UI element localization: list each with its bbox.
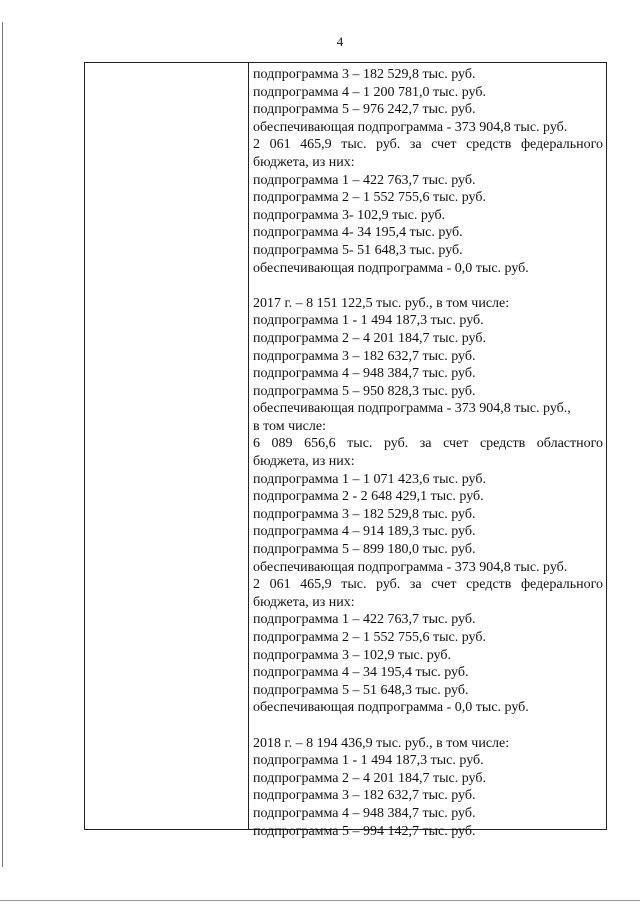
text-line: подпрограмма 3 – 182 632,7 тыс. руб.	[253, 788, 476, 804]
text-line: подпрограмма 4 – 948 384,7 тыс. руб.	[253, 366, 476, 382]
text-line: подпрограмма 5- 51 648,3 тыс. руб.	[253, 242, 463, 258]
text-line: бюджета, из них:	[253, 594, 355, 610]
text-line: 2 061 465,9 тыс. руб. за счет средств федерального	[253, 577, 603, 593]
text-line: подпрограмма 4 – 1 200 781,0 тыс. руб.	[253, 84, 486, 100]
text-line: обеспечивающая подпрограмма - 373 904,8 тыс. руб.	[253, 559, 568, 575]
text-line: подпрограмма 3 – 182 529,8 тыс. руб.	[253, 67, 476, 82]
text-line: подпрограмма 4- 34 195,4 тыс. руб.	[253, 225, 463, 241]
text-line: подпрограмма 5 – 994 142,7 тыс. руб.	[253, 823, 476, 839]
text-line: подпрограмма 3 – 182 529,8 тыс. руб.	[253, 506, 476, 522]
text-line: бюджета, из них:	[253, 154, 355, 170]
funding-table	[84, 62, 607, 839]
text-line: 2018 г. – 8 194 436,9 тыс. руб., в том числе:	[253, 735, 510, 751]
text-line: подпрограмма 3 – 182 632,7 тыс. руб.	[253, 348, 476, 364]
text-line: подпрограмма 5 – 51 648,3 тыс. руб.	[253, 682, 469, 698]
text-line: обеспечивающая подпрограмма - 0,0 тыс. руб.	[253, 700, 529, 716]
text-line: подпрограмма 1 – 422 763,7 тыс. руб.	[253, 612, 476, 628]
scan-edge-line	[2, 22, 3, 867]
text-line: обеспечивающая подпрограмма - 0,0 тыс. руб.	[253, 260, 529, 276]
text-line: подпрограмма 1 - 1 494 187,3 тыс. руб.	[253, 313, 484, 329]
text-line: в том числе:	[253, 418, 326, 434]
text-line: 2017 г. – 8 151 122,5 тыс. руб., в том числе:	[253, 295, 510, 311]
text-line: подпрограмма 5 – 976 242,7 тыс. руб.	[253, 102, 476, 118]
text-line: подпрограмма 4 – 914 189,3 тыс. руб.	[253, 524, 476, 540]
text-line: подпрограмма 4 – 948 384,7 тыс. руб.	[253, 805, 476, 821]
text-line: подпрограмма 2 – 4 201 184,7 тыс. руб.	[253, 770, 486, 786]
text-line: подпрограмма 4 – 34 195,4 тыс. руб.	[253, 665, 469, 681]
text-line: подпрограмма 1 – 1 071 423,6 тыс. руб.	[253, 471, 486, 487]
text-line: подпрограмма 2 – 1 552 755,6 тыс. руб.	[253, 630, 486, 645]
text-line: подпрограмма 3 – 102,9 тыс. руб.	[253, 647, 451, 663]
text-line: бюджета, из них:	[253, 454, 355, 470]
text-line: подпрограмма 1 – 422 763,7 тыс. руб.	[253, 172, 476, 188]
funding-details-cell	[253, 66, 603, 840]
text-line: подпрограмма 1 - 1 494 187,3 тыс. руб.	[253, 753, 484, 769]
text-line: обеспечивающая подпрограмма - 373 904,8 тыс. руб.,	[253, 401, 571, 417]
text-line: подпрограмма 2 - 2 648 429,1 тыс. руб.	[253, 489, 484, 505]
page-bottom-rule	[0, 900, 640, 901]
text-line: обеспечивающая подпрограмма - 373 904,8 тыс. руб.	[253, 119, 568, 135]
blank-line	[253, 277, 603, 295]
text-line: подпрограмма 3- 102,9 тыс. руб.	[253, 207, 446, 223]
text-line: подпрограмма 2 – 1 552 755,6 тыс. руб.	[253, 190, 486, 206]
text-line: подпрограмма 2 – 4 201 184,7 тыс. руб.	[253, 330, 486, 346]
page-number: 4	[336, 34, 344, 49]
text-line: подпрограмма 5 – 950 828,3 тыс. руб.	[253, 383, 476, 399]
blank-line	[253, 717, 603, 735]
column-divider	[248, 63, 249, 829]
text-line: 6 089 656,6 тыс. руб. за счет средств областного	[253, 436, 603, 452]
text-line: подпрограмма 5 – 899 180,0 тыс. руб.	[253, 542, 476, 558]
text-line: 2 061 465,9 тыс. руб. за счет средств федерального	[253, 137, 603, 153]
